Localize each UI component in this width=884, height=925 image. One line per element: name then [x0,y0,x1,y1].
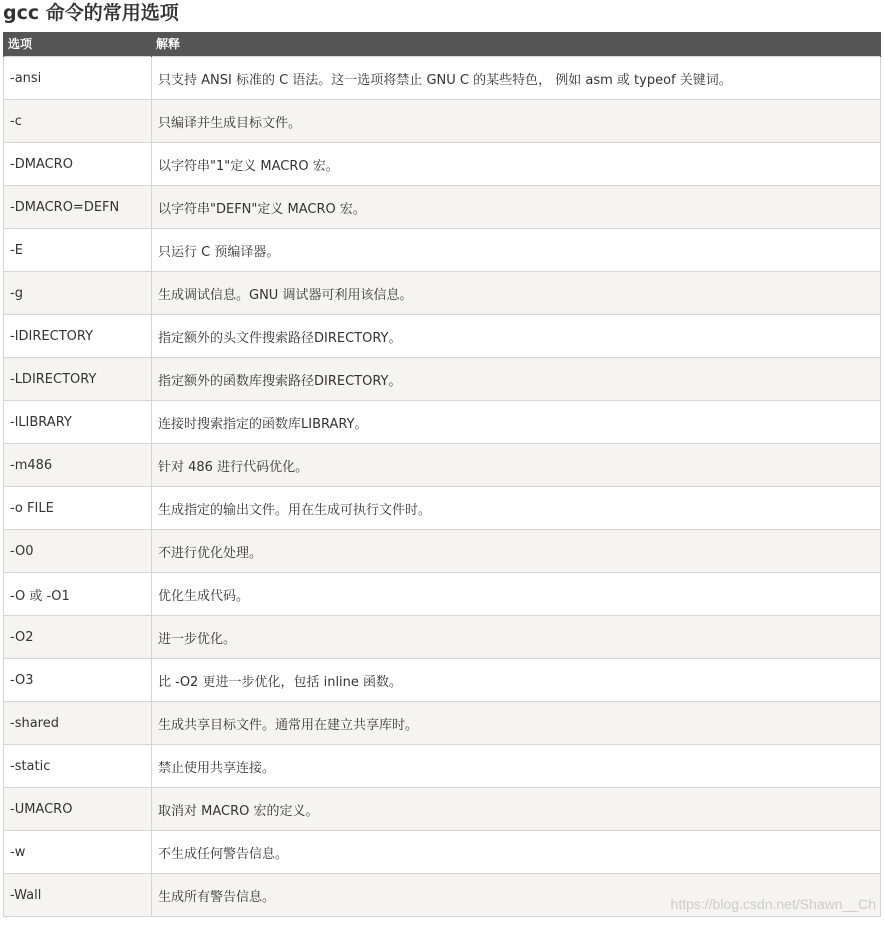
description-cell: 指定额外的函数库搜索路径DIRECTORY。 [152,358,881,401]
option-cell: -O0 [4,530,152,573]
description-cell: 生成所有警告信息。 [152,874,881,917]
description-cell: 以字符串"DEFN"定义 MACRO 宏。 [152,186,881,229]
description-column-header: 解释 [152,32,881,57]
option-cell: -O3 [4,659,152,702]
table-row [4,659,881,702]
page-title: gcc 命令的常用选项 [3,2,179,24]
description-cell: 连接时搜索指定的函数库LIBRARY。 [152,401,881,444]
option-cell: -w [4,831,152,874]
table-row [4,57,881,100]
option-cell: -IDIRECTORY [4,315,152,358]
description-cell: 只运行 C 预编译器。 [152,229,881,272]
table-row [4,573,881,616]
description-cell: 生成指定的输出文件。用在生成可执行文件时。 [152,487,881,530]
option-cell: -LDIRECTORY [4,358,152,401]
option-cell: -DMACRO [4,143,152,186]
description-cell: 优化生成代码。 [152,573,881,616]
description-cell: 针对 486 进行代码优化。 [152,444,881,487]
option-cell: -g [4,272,152,315]
option-cell: -m486 [4,444,152,487]
table-row [4,229,881,272]
table-row [4,444,881,487]
description-cell: 生成共享目标文件。通常用在建立共享库时。 [152,702,881,745]
option-cell: -o FILE [4,487,152,530]
table-row [4,100,881,143]
option-cell: -Wall [4,874,152,917]
description-cell: 只支持 ANSI 标准的 C 语法。这一选项将禁止 GNU C 的某些特色， 例如 asm 或 typeof 关键词。 [152,57,881,100]
description-cell: 不进行优化处理。 [152,530,881,573]
option-cell: -shared [4,702,152,745]
option-cell: -DMACRO=DEFN [4,186,152,229]
option-cell: -lLIBRARY [4,401,152,444]
description-cell: 不生成任何警告信息。 [152,831,881,874]
table-body [4,57,881,917]
table-row [4,315,881,358]
description-cell: 以字符串"1"定义 MACRO 宏。 [152,143,881,186]
option-cell: -UMACRO [4,788,152,831]
table-row [4,831,881,874]
description-cell: 生成调试信息。GNU 调试器可利用该信息。 [152,272,881,315]
description-cell: 比 -O2 更进一步优化，包括 inline 函数。 [152,659,881,702]
table-row [4,530,881,573]
description-cell: 进一步优化。 [152,616,881,659]
option-cell: -O 或 -O1 [4,573,152,616]
option-cell: -static [4,745,152,788]
table-row [4,745,881,788]
table-row [4,616,881,659]
option-cell: -E [4,229,152,272]
description-cell: 禁止使用共享连接。 [152,745,881,788]
table-row [4,186,881,229]
watermark: https://blog.csdn.net/Shawn__Ch [670,896,876,912]
description-cell: 取消对 MACRO 宏的定义。 [152,788,881,831]
table-row [4,788,881,831]
description-cell: 指定额外的头文件搜索路径DIRECTORY。 [152,315,881,358]
gcc-options-table [3,32,881,917]
table-row [4,143,881,186]
table-row [4,358,881,401]
option-cell: -O2 [4,616,152,659]
option-column-header: 选项 [4,32,152,57]
option-cell: -ansi [4,57,152,100]
table-row [4,702,881,745]
description-cell: 只编译并生成目标文件。 [152,100,881,143]
option-cell: -c [4,100,152,143]
table-row [4,401,881,444]
table-row [4,487,881,530]
table-row [4,272,881,315]
table-header-row [4,32,881,57]
